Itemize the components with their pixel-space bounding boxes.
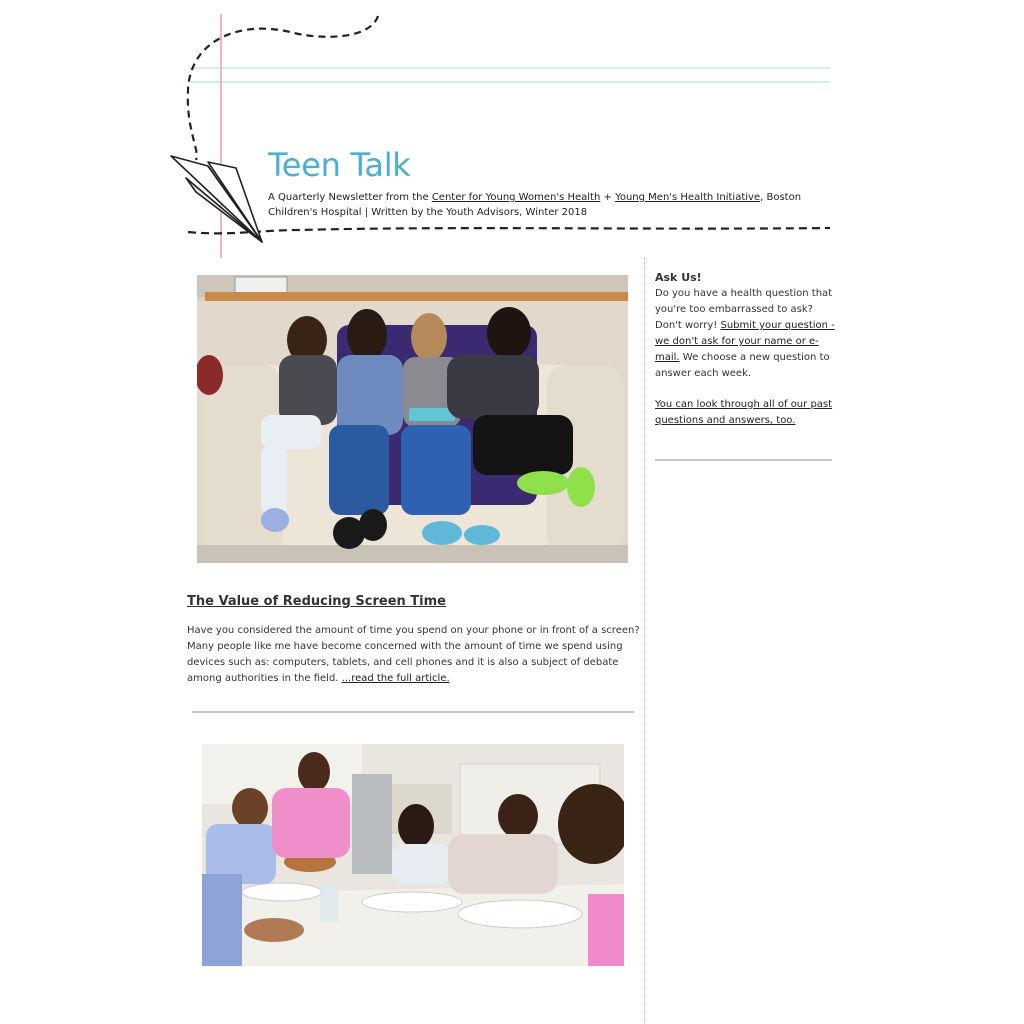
header-decoration — [0, 0, 1024, 270]
cywh-link[interactable]: Center for Young Women's Health — [431, 192, 601, 203]
teens-on-couch-photo[interactable] — [197, 275, 628, 563]
past-questions — [655, 397, 835, 429]
sidebar-divider — [655, 459, 832, 461]
family-dinner-photo[interactable] — [202, 744, 624, 966]
section-divider — [192, 711, 634, 713]
ask-us-title: Ask Us! — [655, 271, 702, 284]
submit-question-link[interactable]: Submit your question - we don't ask for your name or e-mail. — [655, 320, 835, 363]
column-divider — [644, 258, 645, 1024]
ask-us-sidebar — [655, 270, 835, 429]
ask-us-text: Do you have a health question that you're too embarrassed to ask? Don't worry! Submit your question - we don't ask for your name or e-mail. We choose a new question to answer each week. — [655, 288, 835, 379]
ymhi-link[interactable]: Young Men's Health Initiative — [615, 192, 761, 203]
read-full-article-link[interactable]: ...read the full article. — [341, 673, 450, 684]
newsletter-subtitle: A Quarterly Newsletter from the Center for Young Women's Health + Young Men's Health Initiative, Boston Children's Hospital | Written by the Youth Advisors, Winter 2018 — [268, 192, 802, 218]
article-summary: Have you considered the amount of time you spend on your phone or in front of a screen? Many people like me have become concerned with the amount of time we spend using devices such as: computers, tablets, and cell phones and it is also a subject of debate among authorities in the field. ...read the full article. — [187, 625, 640, 684]
past-questions-link[interactable]: You can look through all of our past questions and answers, too. — [655, 399, 833, 426]
page-title: Teen Talk — [268, 146, 411, 184]
article-title-link[interactable]: The Value of Reducing Screen Time — [187, 594, 446, 609]
paper-airplane-icon — [171, 156, 262, 242]
